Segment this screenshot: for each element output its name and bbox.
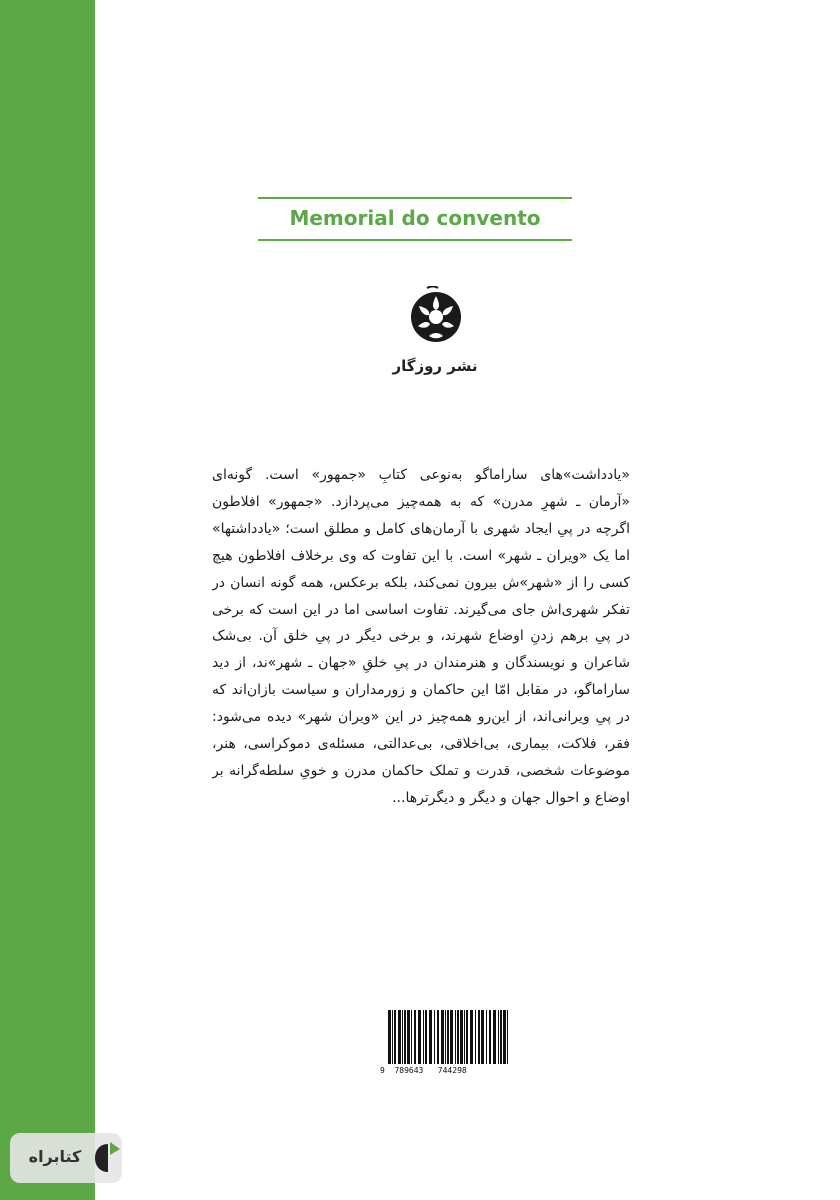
barcode-bar [437, 1010, 439, 1064]
blurb-line: اگرچه در پیِ ایجاد شهری با آرمان‌های کامل و مطلق است؛ «یادداشتها» [212, 520, 630, 537]
blurb-line: فقر، فلاکت، بیماری، بی‌اخلاقی، بی‌عدالتی، مسئله‌ی دموکراسی، هنر، [212, 736, 630, 753]
barcode-bar [503, 1010, 506, 1064]
blurb-line: موضوعات شخصی، قدرت و تملک حاکمان مدرن و خویِ سلطه‌گرانه بر [212, 762, 630, 779]
barcode-bar [441, 1010, 444, 1064]
barcode-bar [455, 1010, 456, 1064]
blurb-line: در پیِ ویرانی‌اند، از این‌رو همه‌چیز در این «ویران شهر» دیده می‌شود: [212, 709, 630, 726]
blurb-line: ساراماگو، در مقابل امّا این حاکمان و زورمداران و سیاست بازان‌اند که [212, 682, 630, 699]
publisher-logo-icon [405, 286, 467, 348]
barcode-bar [493, 1010, 496, 1064]
blurb-line: در پیِ برهم زدنِ اوضاع شهرند، و برخی دیگر در پیِ خلق آن. بی‌شک [212, 628, 630, 645]
ketabrah-logo-icon [92, 1141, 124, 1175]
barcode-bar [460, 1010, 463, 1064]
back-cover-blurb [212, 462, 630, 812]
barcode-bar [414, 1010, 416, 1064]
blurb-line: «آرمان ـ شهرِ مدرن» که به همه‌چیز می‌پردازد. «جمهور» افلاطون [212, 493, 630, 510]
barcode-bar [429, 1010, 432, 1064]
barcode-bar [500, 1010, 502, 1064]
barcode-bar [507, 1010, 508, 1064]
barcode-bar [418, 1010, 421, 1064]
barcode-bar [470, 1010, 473, 1064]
barcode-bar [425, 1010, 427, 1064]
barcode-bar [478, 1010, 480, 1064]
barcode-digits: 9 789643 744298 [380, 1066, 467, 1075]
book-title: Memorial do convento [289, 206, 541, 230]
barcode-bar [445, 1010, 446, 1064]
barcode-bar [486, 1010, 487, 1064]
barcode-bar [450, 1010, 453, 1064]
ketabrah-watermark [10, 1133, 122, 1183]
barcode-bar [407, 1010, 410, 1064]
barcode-bar [434, 1010, 435, 1064]
blurb-line: اوضاع و احوال جهان و دیگر و دیگرترها... [392, 789, 630, 806]
barcode-bar [498, 1010, 499, 1064]
barcode-bar [475, 1010, 476, 1064]
blurb-line: اما یک «ویران ـ شهر» است. با این تفاوت که وی برخلاف افلاطون هیچ [212, 547, 630, 564]
blurb-line: کسی را از «شهر»ش بیرون نمی‌کند، بلکه برعکس، همه گونه انسان در [212, 574, 630, 591]
barcode-icon [380, 1008, 516, 1066]
blurb-line: شاعران و نویسندگان و هنرمندان در پیِ خلقِ «جهان ـ شهر»ند، از دید [212, 655, 630, 672]
watermark-text: کتابراه [28, 1147, 82, 1166]
barcode-bar [402, 1010, 403, 1064]
barcode-bar [411, 1010, 412, 1064]
barcode-bar [404, 1010, 406, 1064]
barcode-bar [447, 1010, 449, 1064]
barcode-bar [388, 1010, 391, 1064]
barcode-bar [394, 1010, 396, 1064]
title-rule-bottom [258, 239, 572, 241]
barcode-bar [466, 1010, 468, 1064]
blurb-line: تفکر شهری‌اش جای می‌گیرند. تفاوت اساسی اما در این است که برخی [212, 601, 630, 618]
barcode-bar [457, 1010, 459, 1064]
publisher-name: نشر روزگار [392, 357, 478, 375]
barcode-bar [398, 1010, 401, 1064]
title-rule-top [258, 197, 572, 199]
blurb-line: «یادداشت»های ساراماگو به‌نوعی کتابِ «جمهور» است. گونه‌ای [212, 467, 630, 483]
barcode-bar [392, 1010, 393, 1064]
isbn-barcode [380, 1008, 516, 1076]
barcode-bar [464, 1010, 465, 1064]
barcode-bar [423, 1010, 424, 1064]
barcode-bar [489, 1010, 491, 1064]
green-spine [0, 0, 95, 1200]
barcode-bar [481, 1010, 484, 1064]
